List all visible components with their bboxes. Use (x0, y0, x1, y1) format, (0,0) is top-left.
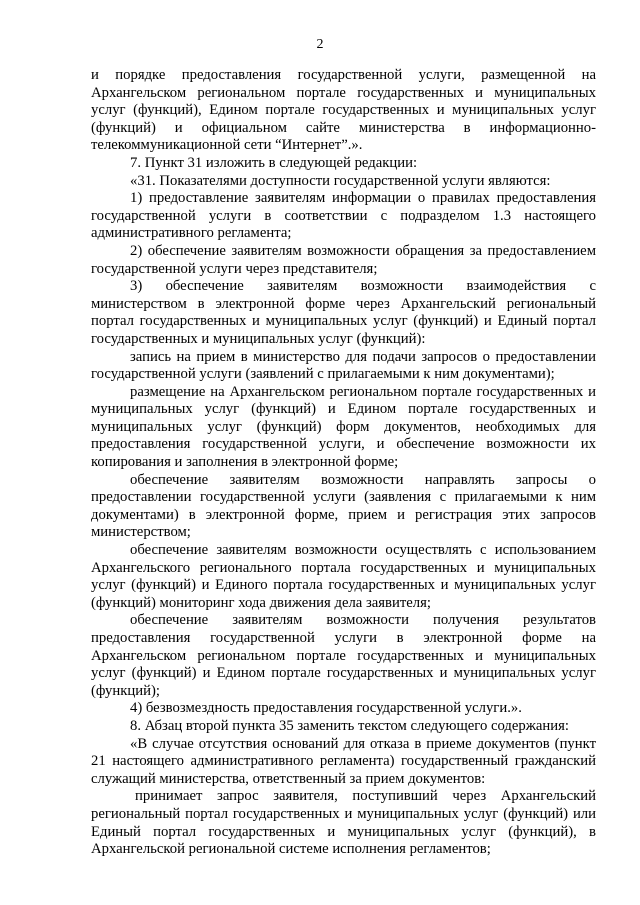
paragraph: размещение на Архангельском региональном портале государственных и муниципальных услуг (функций) и Едином портале государственных и муниципальных услуг (функций) форм документов, необходимых для предоставления государственной услуги, и обеспечение возможности их копирования и заполнения в электронной форме; (91, 383, 596, 471)
paragraph: «В случае отсутствия оснований для отказа в приеме документов (пункт 21 настоящего административного регламента) государственный гражданский служащий министерства, ответственный за прием документов: (91, 735, 596, 787)
paragraph: «31. Показателями доступности государственной услуги являются: (130, 172, 551, 189)
paragraph: запись на прием в министерство для подачи запросов о предоставлении государственной услуги (заявлений с прилагаемыми к ним документами); (91, 348, 596, 383)
paragraph: принимает запрос заявителя, поступивший через Архангельский региональный портал государственных и муниципальных услуг (функций) или Единый портал государственных и муниципальных услуг (функций), в Архангельской региональной системе исполнения регламентов; (91, 788, 596, 858)
paragraph: 8. Абзац второй пункта 35 заменить текстом следующего содержания: (130, 717, 569, 734)
document-body (91, 67, 596, 859)
paragraph: 3) обеспечение заявителям возможности взаимодействия с министерством в электронной форме через Архангельский региональный портал государственных и муниципальных услуг (функций) и Единый портал государственных и муниципальных услуг (функций): (91, 278, 596, 347)
paragraph: обеспечение заявителям возможности получения результатов предоставления государственной услуги в электронной форме на Архангельском региональном портале государственных и муниципальных услуг (функций) и Едином портале государственных и муниципальных услуг (функций); (91, 612, 596, 699)
page-number: 2 (316, 37, 324, 52)
paragraph: 1) предоставление заявителям информации о правилах предоставления государственной услуги в соответствии с подразделом 1.3 настоящего административного регламента; (91, 190, 596, 242)
paragraph: 2) обеспечение заявителям возможности обращения за предоставлением государственной услуги через представителя; (91, 242, 596, 277)
paragraph: 7. Пункт 31 изложить в следующей редакции: (130, 154, 418, 171)
paragraph: обеспечение заявителям возможности осуществлять с использованием Архангельского регионального портала государственных и муниципальных услуг (функций) и Единого портала государственных и муниципальных услуг (функций) мониторинг хода движения дела заявителя; (91, 542, 596, 611)
paragraph: и порядке предоставления государственной услуги, размещенной на Архангельском региональном портале государственных и муниципальных услуг (функций), Едином портале государственных и муниципальных услуг (функций) и официальном сайте министерства в информационно-телекоммуникационной сети “Интернет”.». (91, 67, 596, 154)
paragraph: обеспечение заявителям возможности направлять запросы о предоставлении государственной услуги (заявления с прилагаемыми к ним документами) в электронной форме, прием и регистрация этих запросов министерством; (91, 471, 596, 541)
paragraph: 4) безвозмездность предоставления государственной услуги.». (130, 700, 522, 717)
